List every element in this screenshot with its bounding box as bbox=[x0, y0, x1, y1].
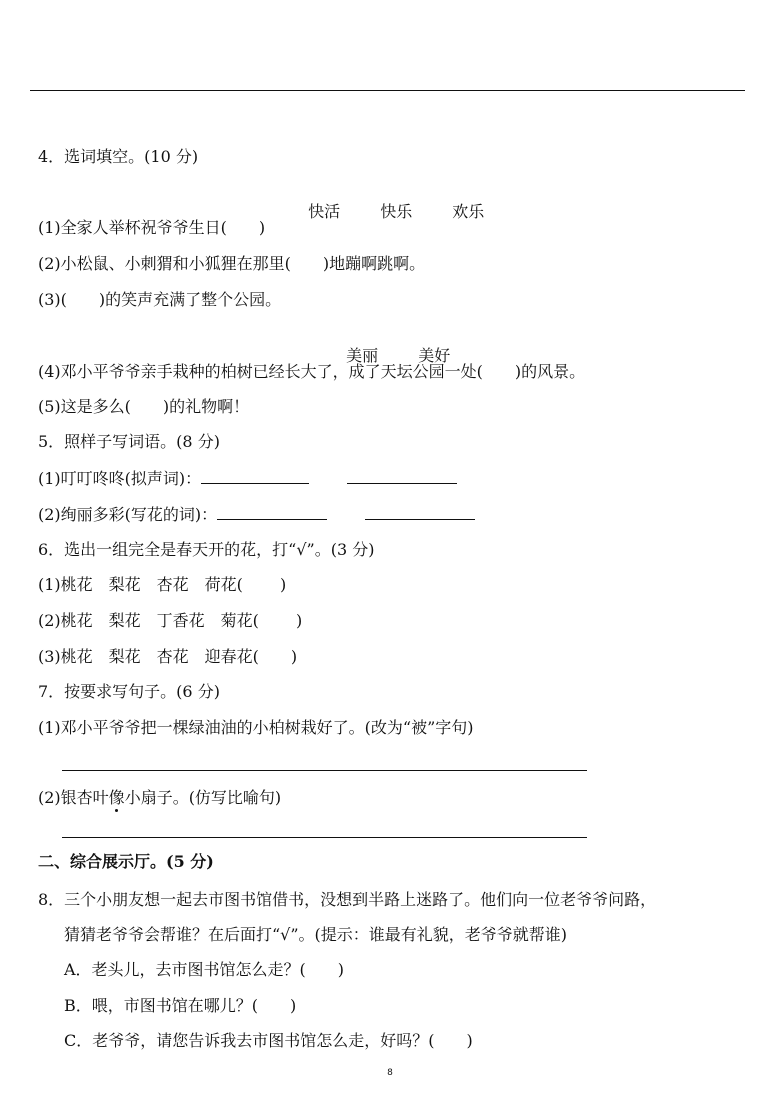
word-bank-item: 美好 bbox=[418, 346, 451, 365]
q8-line-1: 8．三个小朋友想一起去市图书馆借书，没想到半路上迷路了。他们向一位老爷爷问路， bbox=[38, 890, 657, 909]
q6-item-3: (3)桃花 梨花 杏花 迎春花( ) bbox=[38, 647, 298, 666]
q8-option-c: C．老爷爷，请您告诉我去市图书馆怎么走，好吗？( ) bbox=[64, 1031, 473, 1050]
q4-word-bank-1 bbox=[298, 182, 484, 222]
answer-blank bbox=[201, 469, 309, 484]
q4-item-1: (1)全家人举杯祝爷爷生日( ) bbox=[38, 218, 266, 237]
q7-item-2 bbox=[38, 788, 281, 808]
q8-option-b: B．喂，市图书馆在哪儿？( ) bbox=[64, 996, 297, 1015]
q8-option-a: A．老头儿，去市图书馆怎么走？( ) bbox=[64, 960, 345, 979]
q4-item-3: (3)( )的笑声充满了整个公园。 bbox=[38, 290, 282, 309]
q4-item-5: (5)这是多么( )的礼物啊！ bbox=[38, 397, 250, 416]
q7-item-1: (1)邓小平爷爷把一棵绿油油的小柏树栽好了。(改为“被”字句) bbox=[38, 718, 474, 737]
q8-line-2: 猜猜老爷爷会帮谁？在后面打“√”。(提示：谁最有礼貌，老爷爷就帮谁) bbox=[64, 925, 568, 944]
q4-item-4: (4)邓小平爷爷亲手栽种的柏树已经长大了，成了天坛公园一处( )的风景。 bbox=[38, 362, 586, 381]
answer-blank bbox=[217, 505, 327, 520]
emphasis-dot-char: 像 bbox=[108, 788, 125, 807]
q6-item-1: (1)桃花 梨花 杏花 荷花( ) bbox=[38, 575, 287, 594]
answer-line bbox=[62, 770, 587, 771]
page-number: 8 bbox=[387, 1068, 393, 1078]
q4-title: 4．选词填空。(10 分) bbox=[38, 147, 199, 166]
word-bank-item: 快活 bbox=[308, 202, 341, 221]
q4-item-2: (2)小松鼠、小刺猬和小狐狸在那里( )地蹦啊跳啊。 bbox=[38, 254, 426, 273]
section-2-title: 二、综合展示厅。(5 分) bbox=[38, 852, 214, 871]
q6-item-2: (2)桃花 梨花 丁香花 菊花( ) bbox=[38, 611, 303, 630]
answer-line bbox=[62, 837, 587, 838]
q5-title: 5．照样子写词语。(8 分) bbox=[38, 432, 220, 451]
answer-blank bbox=[365, 505, 475, 520]
q5-item-1-label: (1)叮叮咚咚(拟声词)： bbox=[38, 469, 202, 488]
q6-title: 6．选出一组完全是春天开的花，打“√”。(3 分) bbox=[38, 540, 375, 559]
answer-blank bbox=[347, 469, 457, 484]
word-bank-item: 欢乐 bbox=[452, 202, 485, 221]
header-rule bbox=[30, 90, 745, 91]
q5-item-1 bbox=[38, 469, 457, 489]
word-bank-item: 美丽 bbox=[346, 346, 379, 365]
q5-item-2-label: (2)绚丽多彩(写花的词)： bbox=[38, 505, 218, 524]
q7-item-2-pre: (2)银杏叶 bbox=[38, 788, 109, 807]
q7-item-2-post: 小扇子。(仿写比喻句) bbox=[124, 788, 282, 807]
word-bank-item: 快乐 bbox=[380, 202, 413, 221]
q4-word-bank-2 bbox=[336, 326, 450, 366]
q7-title: 7．按要求写句子。(6 分) bbox=[38, 682, 220, 701]
q5-item-2 bbox=[38, 505, 475, 525]
